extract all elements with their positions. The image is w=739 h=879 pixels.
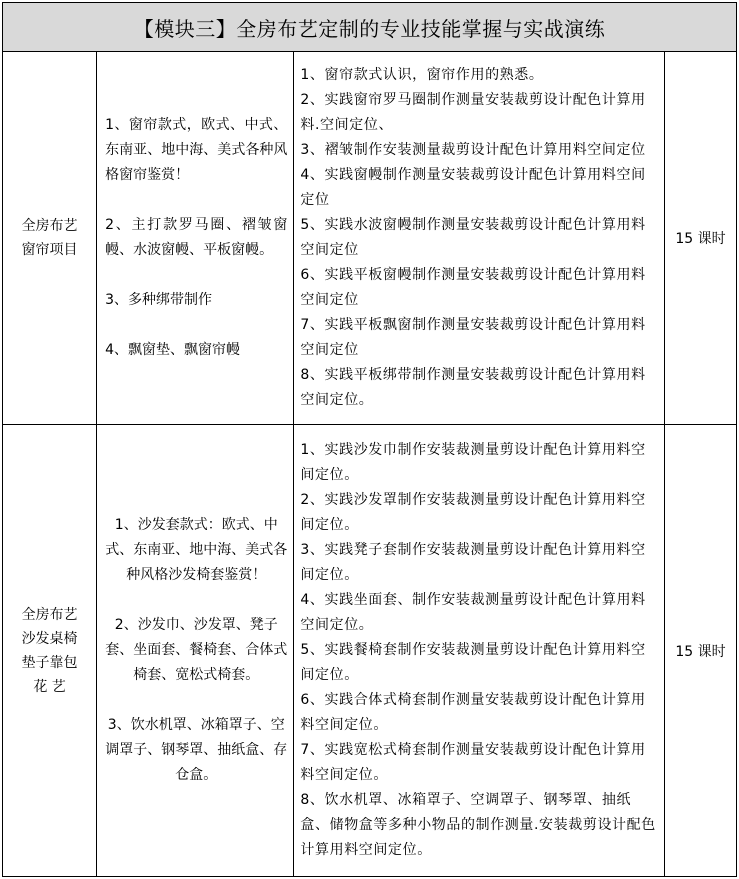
practice-item: 7、实践宽松式椅套制作测量安装裁剪设计配色计算用料空间定位。 (300, 742, 646, 783)
practice-cell (294, 425, 665, 877)
topics-cell (97, 425, 294, 877)
practice-item: 8、实践平板绑带制作测量安装裁剪设计配色计算用料空间定位。 (300, 367, 646, 408)
practice-item: 4、实践窗幔制作测量安装裁剪设计配色计算用料空间定位 (300, 167, 646, 208)
topic-item: 4、飘窗垫、飘窗帘幔 (105, 342, 241, 358)
practice-item: 6、实践平板窗幔制作测量安装裁剪设计配色计算用料空间定位 (300, 267, 646, 308)
practice-item: 3、实践凳子套制作安装裁测量剪设计配色计算用料空间定位。 (300, 542, 646, 583)
practice-item: 1、实践沙发巾制作安装裁测量剪设计配色计算用料空间定位。 (300, 442, 646, 483)
table-row (3, 425, 737, 877)
hours-cell: 15 课时 (664, 425, 736, 877)
module-title: 【模块三】全房布艺定制的专业技能掌握与实战演练 (3, 3, 737, 52)
practice-item: 2、实践沙发罩制作安装裁测量剪设计配色计算用料空间定位。 (300, 492, 646, 533)
practice-item: 3、褶皱制作安装测量裁剪设计配色计算用料空间定位 (300, 142, 646, 158)
topic-item: 1、窗帘款式，欧式、中式、东南亚、地中海、美式各种风格窗帘鉴赏！ (105, 117, 288, 183)
practice-cell (294, 52, 665, 425)
project-name-cell (3, 425, 97, 877)
topic-item: 3、饮水机罩、冰箱罩子、空调罩子、钢琴罩、抽纸盒、存仓盒。 (105, 717, 288, 783)
practice-item: 4、实践坐面套、制作安装裁测量剪设计配色计算用料空间定位。 (300, 592, 646, 633)
hours-cell: 15 课时 (664, 52, 736, 425)
practice-item: 5、实践餐椅套制作安装裁测量剪设计配色计算用料空间定位。 (300, 642, 646, 683)
course-module-table (2, 2, 737, 877)
table-row (3, 52, 737, 425)
topics-cell (97, 52, 294, 425)
practice-item: 2、实践窗帘罗马圈制作测量安装裁剪设计配色计算用料.空间定位、 (300, 92, 646, 133)
project-name: 全房布艺 沙发桌椅 垫子靠包 花 艺 (21, 606, 78, 695)
topic-item: 2、沙发巾、沙发罩、凳子套、坐面套、餐椅套、合体式椅套、宽松式椅套。 (105, 617, 288, 683)
project-name-cell (3, 52, 97, 425)
practice-item: 6、实践合体式椅套制作测量安装裁剪设计配色计算用料空间定位。 (300, 692, 646, 733)
practice-item: 8、饮水机罩、冰箱罩子、空调罩子、钢琴罩、抽纸盒、储物盒等多种小物品的制作测量.安装裁剪设计配色计算用料空间定位。 (300, 792, 656, 858)
practice-item: 5、实践水波窗幔制作测量安装裁剪设计配色计算用料空间定位 (300, 217, 646, 258)
topic-item: 3、多种绑带制作 (105, 292, 213, 308)
topic-item: 2、主打款罗马圈、褶皱窗幔、水波窗幔、平板窗幔。 (105, 217, 288, 258)
practice-item: 1、窗帘款式认识，窗帘作用的熟悉。 (300, 67, 544, 83)
topic-item: 1、沙发套款式：欧式、中式、东南亚、地中海、美式各种风格沙发椅套鉴赏！ (105, 517, 288, 583)
practice-item: 7、实践平板飘窗制作测量安装裁剪设计配色计算用料空间定位 (300, 317, 646, 358)
project-name: 全房布艺 窗帘项目 (21, 218, 78, 258)
